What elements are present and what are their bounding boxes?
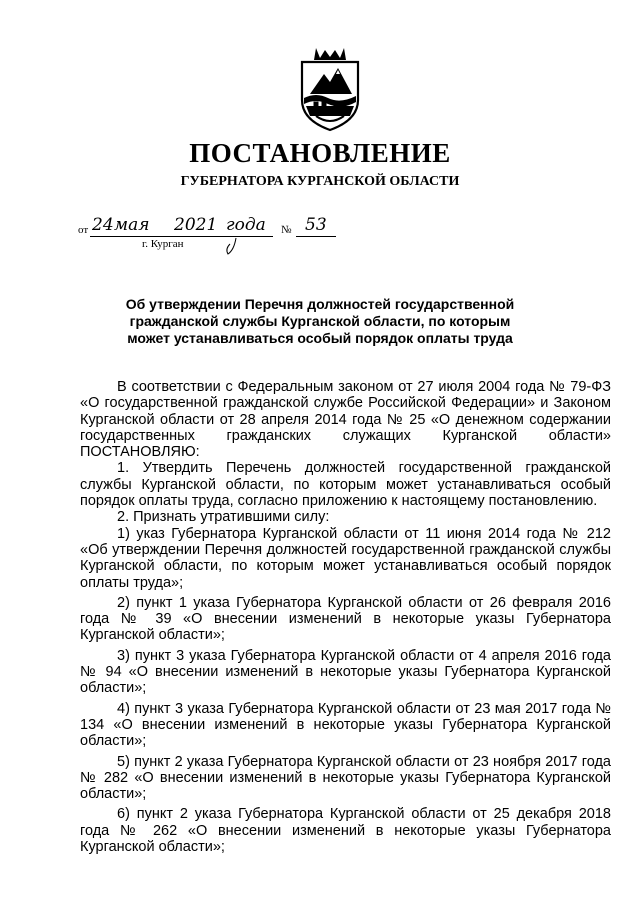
body-paragraph: 2. Признать утратившими силу: <box>117 509 330 526</box>
city-name: г. Курган <box>142 238 184 250</box>
body-paragraph: 2) пункт 1 указа Губернатора Курганской области от 26 февраля 2016 года № 39 «О внесении изменений в некоторые указы Губернатора Курганской области»; <box>80 594 611 644</box>
coat-of-arms-emblem <box>292 44 368 132</box>
date-year-word: года <box>226 215 266 235</box>
handwritten-mark-icon <box>78 216 378 256</box>
document-title: ПОСТАНОВЛЕНИЕ <box>189 138 451 168</box>
document-number: 53 <box>305 215 327 235</box>
body-paragraph: В соответствии с Федеральным законом от 27 июля 2004 года № 79-ФЗ «О государственной гражданской службе Российской Федерации» и Законом Курганской области от 28 апреля 2014 года № 25 «О денежном содержании государственных гражданских служащих Курганской области» ПОСТАНОВЛЯЮ: <box>80 379 611 461</box>
body-paragraph: 3) пункт 3 указа Губернатора Курганской области от 4 апреля 2016 года № 94 «О внесении изменений в некоторые указы Губернатора Курганской области»; <box>80 647 611 697</box>
body-paragraph: 5) пункт 2 указа Губернатора Курганской области от 23 ноября 2017 года № 282 «О внесении изменений в некоторые указы Губернатора Курганской области»; <box>80 753 611 803</box>
body-paragraph: 1) указ Губернатора Курганской области от 11 июня 2014 года № 212 «Об утверждении Перечня должностей государственной гражданской службы Курганской области, по которым может устанавливаться особый порядок оплаты труда»; <box>80 525 611 591</box>
body-paragraph: 4) пункт 3 указа Губернатора Курганской области от 23 мая 2017 года № 134 «О внесении изменений в некоторые указы Губернатора Курганской области»; <box>80 700 611 750</box>
document-heading <box>120 296 520 347</box>
date-prefix: от <box>78 224 89 236</box>
heading-line: гражданской службы Курганской области, по которым <box>129 313 511 329</box>
date-day: 24 <box>92 215 114 235</box>
heading-line: Об утверждении Перечня должностей государственной <box>125 296 515 312</box>
body-paragraph: 6) пункт 2 указа Губернатора Курганской области от 25 декабря 2018 года № 262 «О внесении изменений в некоторые указы Губернатора Курганской области»; <box>80 806 611 856</box>
heading-line: может устанавливаться особый порядок оплаты труда <box>127 330 513 346</box>
date-month: мая <box>114 215 150 235</box>
date-number-line <box>78 216 378 256</box>
document-body <box>80 379 611 855</box>
date-year: 2021 <box>174 215 218 235</box>
body-paragraph: 1. Утвердить Перечень должностей государственной гражданской службы Курганской области, по которым может устанавливаться особый порядок оплаты труда, согласно приложению к настоящему постановлению. <box>80 460 611 510</box>
number-sign: № <box>281 224 292 236</box>
document-subtitle: ГУБЕРНАТОРА КУРГАНСКОЙ ОБЛАСТИ <box>180 174 460 189</box>
